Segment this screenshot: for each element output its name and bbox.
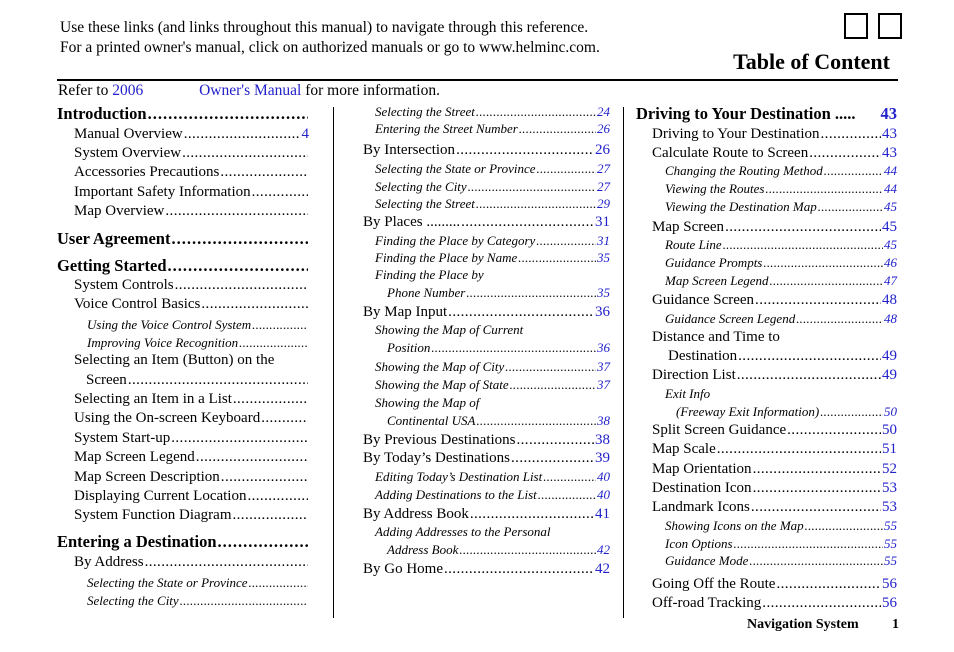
dot-leader [517, 431, 595, 449]
toc-item[interactable] [363, 213, 610, 231]
toc-item[interactable] [652, 144, 897, 162]
toc-item[interactable] [652, 594, 897, 612]
page-number-link[interactable]: 53 [882, 499, 897, 515]
toc-entry-title: By Today’s Destinations [363, 450, 511, 466]
next-page-button[interactable] [878, 13, 902, 39]
page-number-link[interactable]: 49 [882, 367, 897, 383]
page-number-link[interactable]: 55 [884, 553, 897, 568]
toc-entry-title: Accessories Precautions [74, 164, 220, 180]
toc-entry-title: Selecting the State or Province [375, 161, 536, 176]
toc-item[interactable] [652, 460, 897, 478]
toc-entry-title: Using the Voice Control System [87, 317, 252, 332]
page-number-link[interactable]: 27 [597, 179, 610, 194]
dot-leader [239, 335, 308, 351]
toc-item[interactable] [74, 202, 309, 220]
dot-leader [201, 295, 308, 313]
page-number-link[interactable]: 56 [882, 595, 897, 611]
toc-entry-title: Direction List [652, 367, 736, 383]
toc-item[interactable] [363, 431, 610, 449]
toc-entry-title: Selecting an Item (Button) on the [74, 352, 275, 368]
page-number-link[interactable]: 38 [595, 432, 610, 448]
toc-entry-title: Exit Info [665, 386, 711, 401]
toc-subitem[interactable] [375, 233, 610, 249]
intro-line-1: Use these links (and links throughout this manual) to navigate through this reference. [60, 19, 589, 36]
toc-subitem[interactable] [665, 518, 897, 534]
page-number-link[interactable]: 55 [884, 536, 897, 551]
toc-entry-title: Displaying Current Location [74, 488, 247, 504]
page-number-link[interactable]: 4 [301, 126, 309, 142]
dot-leader [461, 213, 594, 231]
toc-item[interactable] [652, 575, 897, 593]
dot-leader [751, 498, 881, 516]
page-number-link[interactable]: 53 [882, 480, 897, 496]
page-number-link[interactable]: 26 [597, 121, 610, 136]
toc-entry-title: Entering the Street Number [375, 121, 518, 136]
toc-entry-title: Driving to Your Destination [652, 126, 820, 142]
toc-item[interactable] [652, 440, 897, 458]
page-number-link[interactable]: 51 [882, 441, 897, 457]
toc-section-heading[interactable] [636, 104, 897, 124]
toc-entry-title: Manual Overview [74, 126, 183, 142]
page-number-link[interactable]: 27 [597, 161, 610, 176]
column-divider-2 [623, 107, 624, 618]
dot-leader [765, 181, 883, 197]
toc-item[interactable] [74, 163, 309, 181]
page-number-link[interactable]: 35 [597, 285, 610, 300]
page-number-link[interactable]: 50 [882, 422, 897, 438]
refer-suffix: for more information. [305, 82, 440, 99]
toc-subitem[interactable] [375, 179, 610, 195]
dot-leader [470, 505, 594, 523]
dot-leader [543, 469, 596, 485]
toc-entry-title: Guidance Prompts [665, 255, 763, 270]
toc-item[interactable] [652, 125, 897, 143]
dot-leader [537, 161, 596, 177]
page-number-link[interactable]: 43 [880, 104, 897, 123]
page-number-link[interactable]: 36 [595, 304, 610, 320]
toc-subitem[interactable] [375, 322, 610, 338]
toc-entry-title: Destination Icon [652, 480, 752, 496]
toc-item[interactable] [74, 295, 309, 313]
page-title: Table of Content [733, 49, 890, 74]
dot-leader [252, 317, 308, 333]
page-number-link[interactable]: 38 [597, 413, 610, 428]
dot-leader [171, 429, 308, 447]
page-number-link[interactable]: 37 [597, 359, 610, 374]
page-number-link[interactable]: 48 [884, 311, 897, 326]
dot-leader [148, 104, 308, 124]
toc-subitem[interactable] [375, 377, 610, 393]
toc-entry-title: Selecting an Item in a List [74, 391, 232, 407]
dot-leader [538, 487, 596, 503]
dot-leader [175, 276, 308, 294]
refer-prefix: Refer to [58, 82, 109, 99]
dot-leader [196, 448, 308, 466]
dot-leader [145, 553, 308, 571]
toc-item[interactable] [74, 506, 309, 524]
toc-entry-title: Selecting the State or Province [87, 575, 248, 590]
page-number-link[interactable]: 47 [884, 273, 897, 288]
toc-entry-title: Going Off the Route [652, 576, 776, 592]
page-number-link[interactable]: 52 [882, 461, 897, 477]
toc-entry-title: Icon Options [665, 536, 733, 551]
toc-entry-title: Selecting the City [87, 593, 179, 608]
toc-entry-title: Selecting the Street [375, 196, 475, 211]
toc-entry-title: By Places ......... [363, 214, 461, 230]
toc-entry-title: Using the On-screen Keyboard [74, 410, 261, 426]
page-number-link[interactable]: 40 [597, 487, 610, 502]
toc-subitem[interactable] [676, 404, 897, 420]
dot-leader [182, 144, 308, 162]
intro-line-2: For a printed owner's manual, click on authorized manuals or go to www.helminc.com. [60, 39, 600, 56]
page-number-link[interactable]: 43 [882, 145, 897, 161]
dot-leader [476, 413, 596, 429]
page-number-link[interactable]: 46 [884, 255, 897, 270]
toc-entry-title: Editing Today’s Destination List [375, 469, 543, 484]
toc-entry-title: By Intersection [363, 142, 456, 158]
dot-leader [456, 141, 594, 159]
toc-subitem[interactable] [375, 250, 610, 266]
toc-entry-title: Route Line [665, 237, 722, 252]
dot-leader [128, 371, 308, 389]
toc-entry-title: Map Orientation [652, 461, 752, 477]
toc-subitem[interactable] [375, 469, 610, 485]
toc-entry-title: System Controls [74, 277, 174, 293]
dot-leader [261, 409, 308, 427]
toc-entry-title: Driving to Your Destination ..... [636, 104, 856, 123]
toc-entry-title: Finding the Place by Category [375, 233, 536, 248]
dot-leader [723, 237, 883, 253]
toc-subitem[interactable] [387, 285, 610, 301]
toc-entry-title: Voice Control Basics [74, 296, 201, 312]
dot-leader [252, 183, 308, 201]
toc-subitem[interactable] [375, 121, 610, 137]
toc-entry-title: (Freeway Exit Information) [676, 404, 820, 419]
toc-subitem[interactable] [665, 163, 897, 179]
toc-entry-title: Calculate Route to Screen [652, 145, 809, 161]
toc-item[interactable] [74, 125, 309, 143]
toc-item[interactable] [74, 276, 309, 294]
toc-entry-title: Introduction [57, 104, 147, 123]
dot-leader [444, 560, 594, 578]
dot-leader [725, 218, 881, 236]
dot-leader [249, 575, 308, 591]
toc-entry-title: Guidance Mode [665, 553, 749, 568]
toc-entry-title: Address Book [387, 542, 459, 557]
page-number-link[interactable]: 24 [597, 104, 610, 119]
toc-item[interactable] [652, 421, 897, 439]
toc-subitem[interactable] [87, 593, 309, 609]
toc-item[interactable] [363, 449, 610, 467]
toc-entry-title: Viewing the Routes [665, 181, 765, 196]
dot-leader [824, 163, 883, 179]
page-number-link[interactable]: 42 [595, 561, 610, 577]
toc-subitem[interactable] [665, 553, 897, 569]
toc-entry-title: Finding the Place by [375, 267, 484, 282]
dot-leader [233, 506, 309, 524]
page-number-link[interactable]: 44 [884, 181, 897, 196]
toc-subitem[interactable] [375, 395, 610, 411]
toc-section-heading[interactable] [57, 229, 309, 249]
dot-leader [233, 390, 308, 408]
page-number-link[interactable]: 31 [595, 214, 610, 230]
dot-leader [510, 377, 596, 393]
toc-entry-title: Adding Addresses to the Personal [375, 524, 551, 539]
page-number-link[interactable]: 37 [597, 377, 610, 392]
toc-entry-title: Showing Icons on the Map [665, 518, 804, 533]
toc-section-heading[interactable] [57, 532, 309, 552]
toc-item[interactable] [74, 183, 309, 201]
page-number-link[interactable]: 45 [882, 219, 897, 235]
toc-subitem[interactable] [665, 199, 897, 215]
toc-item[interactable] [652, 218, 897, 236]
toc-item[interactable] [652, 498, 897, 516]
toc-subitem[interactable] [375, 196, 610, 212]
toc-entry-title: Guidance Screen Legend [665, 311, 796, 326]
toc-entry-title: By Address [74, 554, 144, 570]
model-year-link[interactable]: 2006 [112, 82, 144, 99]
toc-subitem[interactable] [375, 267, 610, 283]
toc-item[interactable] [363, 560, 610, 578]
page-number-link[interactable]: 44 [884, 163, 897, 178]
toc-item[interactable] [363, 505, 610, 523]
dot-leader [466, 285, 596, 301]
dot-leader [519, 121, 596, 137]
page-number-link[interactable]: 26 [595, 142, 610, 158]
toc-entry-title: Map Scale [652, 441, 716, 457]
dot-leader [505, 359, 596, 375]
toc-subitem[interactable] [387, 542, 610, 558]
toc-entry-title: Viewing the Destination Map [665, 199, 817, 214]
toc-entry-title: Map Screen [652, 219, 725, 235]
toc-subitem[interactable] [375, 104, 610, 120]
toc-entry-title: Guidance Screen [652, 292, 755, 308]
toc-item[interactable] [652, 328, 897, 346]
page-number-link[interactable]: 55 [884, 518, 897, 533]
toc-item[interactable] [363, 141, 610, 159]
toc-section-heading[interactable] [57, 256, 309, 276]
refer-line [58, 82, 440, 100]
toc-entry-title: Landmark Icons [652, 499, 750, 515]
page-number-link[interactable]: 45 [884, 237, 897, 252]
toc-subitem[interactable] [387, 413, 610, 429]
toc-item[interactable] [363, 303, 610, 321]
toc-entry-title: Destination [668, 348, 738, 364]
toc-entry-title: Map Screen Legend [74, 449, 195, 465]
dot-leader [820, 404, 883, 420]
toc-entry-title: Off-road Tracking [652, 595, 762, 611]
toc-subitem[interactable] [665, 181, 897, 197]
dot-leader [796, 311, 883, 327]
page-number-link[interactable]: 50 [884, 404, 897, 419]
dot-leader [220, 163, 308, 181]
toc-entry-title: Selecting the City [375, 179, 467, 194]
dot-leader [717, 440, 881, 458]
dot-leader [762, 594, 881, 612]
toc-entry-title: Phone Number [387, 285, 466, 300]
toc-item[interactable] [74, 429, 309, 447]
toc-entry-title: User Agreement [57, 229, 171, 248]
dot-leader [737, 366, 881, 384]
toc-subitem[interactable] [665, 536, 897, 552]
page-number-link[interactable]: 43 [882, 126, 897, 142]
toc-subitem[interactable] [375, 524, 610, 540]
dot-leader [755, 291, 881, 309]
toc-subitem[interactable] [665, 255, 897, 271]
toc-item[interactable] [74, 390, 309, 408]
toc-entry-title: Screen [86, 372, 127, 388]
toc-subitem[interactable] [665, 311, 897, 327]
toc-entry-title: By Map Input [363, 304, 448, 320]
dot-leader [247, 487, 308, 505]
dot-leader [734, 536, 883, 552]
dot-leader [448, 303, 594, 321]
previous-page-button[interactable] [844, 13, 868, 39]
toc-entry-title: Changing the Routing Method [665, 163, 823, 178]
dot-leader [787, 421, 881, 439]
toc-item[interactable] [74, 351, 309, 369]
dot-leader [476, 196, 596, 212]
toc-entry-title: By Previous Destinations [363, 432, 516, 448]
toc-subitem[interactable] [375, 359, 610, 375]
owners-manual-link[interactable]: Owner's Manual [199, 82, 302, 99]
toc-entry-title: Showing the Map of City [375, 359, 505, 374]
dot-leader [218, 532, 308, 552]
dot-leader [770, 273, 884, 289]
toc-entry-title: Map Overview [74, 203, 165, 219]
dot-leader [431, 340, 596, 356]
toc-entry-title: Adding Destinations to the List [375, 487, 537, 502]
dot-leader [511, 449, 594, 467]
page-number-link[interactable]: 56 [882, 576, 897, 592]
dot-leader [184, 125, 301, 143]
toc-entry-title: Continental USA [387, 413, 476, 428]
dot-leader [776, 575, 881, 593]
page-number-link[interactable]: 36 [597, 340, 610, 355]
toc-entry-title: By Address Book [363, 506, 469, 522]
page-number-link[interactable]: 31 [597, 233, 610, 248]
toc-section-heading[interactable] [57, 104, 309, 124]
toc-entry-title: Finding the Place by Name [375, 250, 518, 265]
toc-subitem[interactable] [665, 386, 897, 402]
toc-item[interactable] [74, 144, 309, 162]
toc-item[interactable] [74, 448, 309, 466]
toc-item[interactable] [74, 487, 309, 505]
title-divider [57, 79, 898, 81]
page-number-link[interactable]: 29 [597, 196, 610, 211]
toc-entry-title: By Go Home [363, 561, 443, 577]
toc-entry-title: Map Screen Legend [665, 273, 769, 288]
dot-leader [468, 179, 596, 195]
page-number-link[interactable]: 40 [597, 469, 610, 484]
toc-entry-title: Showing the Map of [375, 395, 480, 410]
toc-entry-title: System Function Diagram [74, 507, 232, 523]
page-number-link[interactable]: 45 [884, 199, 897, 214]
dot-leader [168, 256, 308, 276]
dot-leader [749, 553, 883, 569]
page-number-link[interactable]: 39 [595, 450, 610, 466]
toc-entry-title: Split Screen Guidance [652, 422, 787, 438]
toc-subitem[interactable] [87, 575, 309, 591]
toc-subitem[interactable] [665, 237, 897, 253]
dot-leader [221, 468, 308, 486]
toc-entry-title: Distance and Time to [652, 329, 780, 345]
dot-leader [518, 250, 596, 266]
toc-item[interactable] [652, 479, 897, 497]
toc-entry-title: Getting Started [57, 256, 167, 275]
dot-leader [171, 229, 308, 249]
toc-subitem[interactable] [375, 161, 610, 177]
dot-leader [821, 125, 881, 143]
toc-subitem[interactable] [87, 317, 309, 333]
dot-leader [536, 233, 596, 249]
toc-item[interactable] [668, 347, 897, 365]
dot-leader [763, 255, 883, 271]
dot-leader [753, 460, 881, 478]
dot-leader [818, 199, 883, 215]
toc-item[interactable] [74, 409, 309, 427]
intro-text [60, 18, 600, 58]
toc-item[interactable] [74, 553, 309, 571]
toc-entry-title: Showing the Map of State [375, 377, 509, 392]
dot-leader [459, 542, 596, 558]
column-divider-1 [333, 107, 334, 618]
dot-leader [753, 479, 881, 497]
toc-entry-title: Entering a Destination [57, 532, 217, 551]
toc-entry-title: Important Safety Information [74, 184, 251, 200]
dot-leader [180, 593, 308, 609]
page-number-link[interactable]: 49 [882, 348, 897, 364]
toc-entry-title: Improving Voice Recognition [87, 335, 239, 350]
toc-entry-title: System Start-up [74, 430, 171, 446]
toc-subitem[interactable] [387, 340, 610, 356]
toc-entry-title: System Overview [74, 145, 182, 161]
toc-entry-title: Map Screen Description [74, 469, 220, 485]
toc-item[interactable] [652, 291, 897, 309]
page-number-link[interactable]: 41 [595, 506, 610, 522]
footer-page-number: 1 [892, 617, 899, 632]
page-number-link[interactable]: 48 [882, 292, 897, 308]
toc-item[interactable] [86, 371, 309, 389]
page-number-link[interactable]: 35 [597, 250, 610, 265]
toc-subitem[interactable] [375, 487, 610, 503]
dot-leader [805, 518, 883, 534]
page-number-link[interactable]: 42 [597, 542, 610, 557]
toc-item[interactable] [74, 468, 309, 486]
toc-entry-title: Showing the Map of Current [375, 322, 524, 337]
dot-leader [809, 144, 881, 162]
footer-label: Navigation System [747, 617, 859, 632]
toc-item[interactable] [652, 366, 897, 384]
dot-leader [738, 347, 881, 365]
toc-subitem[interactable] [87, 335, 309, 351]
toc-entry-title: Selecting the Street [375, 104, 475, 119]
dot-leader [165, 202, 308, 220]
dot-leader [476, 104, 596, 120]
toc-subitem[interactable] [665, 273, 897, 289]
toc-entry-title: Position [387, 340, 431, 355]
